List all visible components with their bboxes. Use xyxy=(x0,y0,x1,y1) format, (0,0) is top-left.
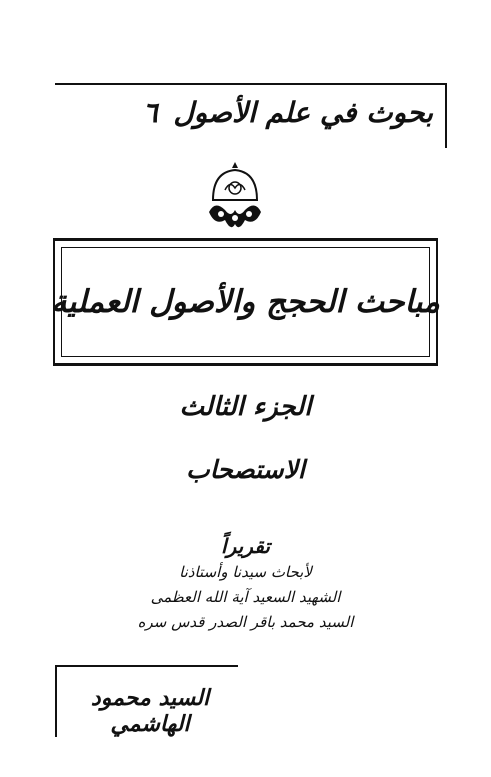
title-frame xyxy=(53,238,438,366)
credits-block xyxy=(0,532,491,635)
series-header xyxy=(55,55,447,155)
credits-line: الشهيد السعيد آية الله العظمى xyxy=(150,588,341,606)
author-side-rule xyxy=(55,665,57,737)
series-name: بحوث في علم الأصول xyxy=(173,96,433,129)
ornament-icon xyxy=(205,160,265,240)
credits-lead: تقريراً xyxy=(221,534,270,558)
subject-title: الاستصحاب xyxy=(186,455,305,484)
series-side-rule xyxy=(445,83,447,148)
author-name: السيد محمود الهاشمي xyxy=(90,685,210,737)
author-top-rule xyxy=(55,665,238,667)
volume-number: ٦ xyxy=(142,96,158,129)
credits-line: السيد محمد باقر الصدر قدس سره xyxy=(137,613,354,631)
part-label: الجزء الثالث xyxy=(179,392,312,422)
series-title xyxy=(133,85,433,141)
main-title: مباحث الحجج والأصول العملية xyxy=(51,284,440,320)
credits-line: لأبحاث سيدنا وأستاذنا xyxy=(179,563,312,581)
title-frame-inner xyxy=(51,247,440,357)
